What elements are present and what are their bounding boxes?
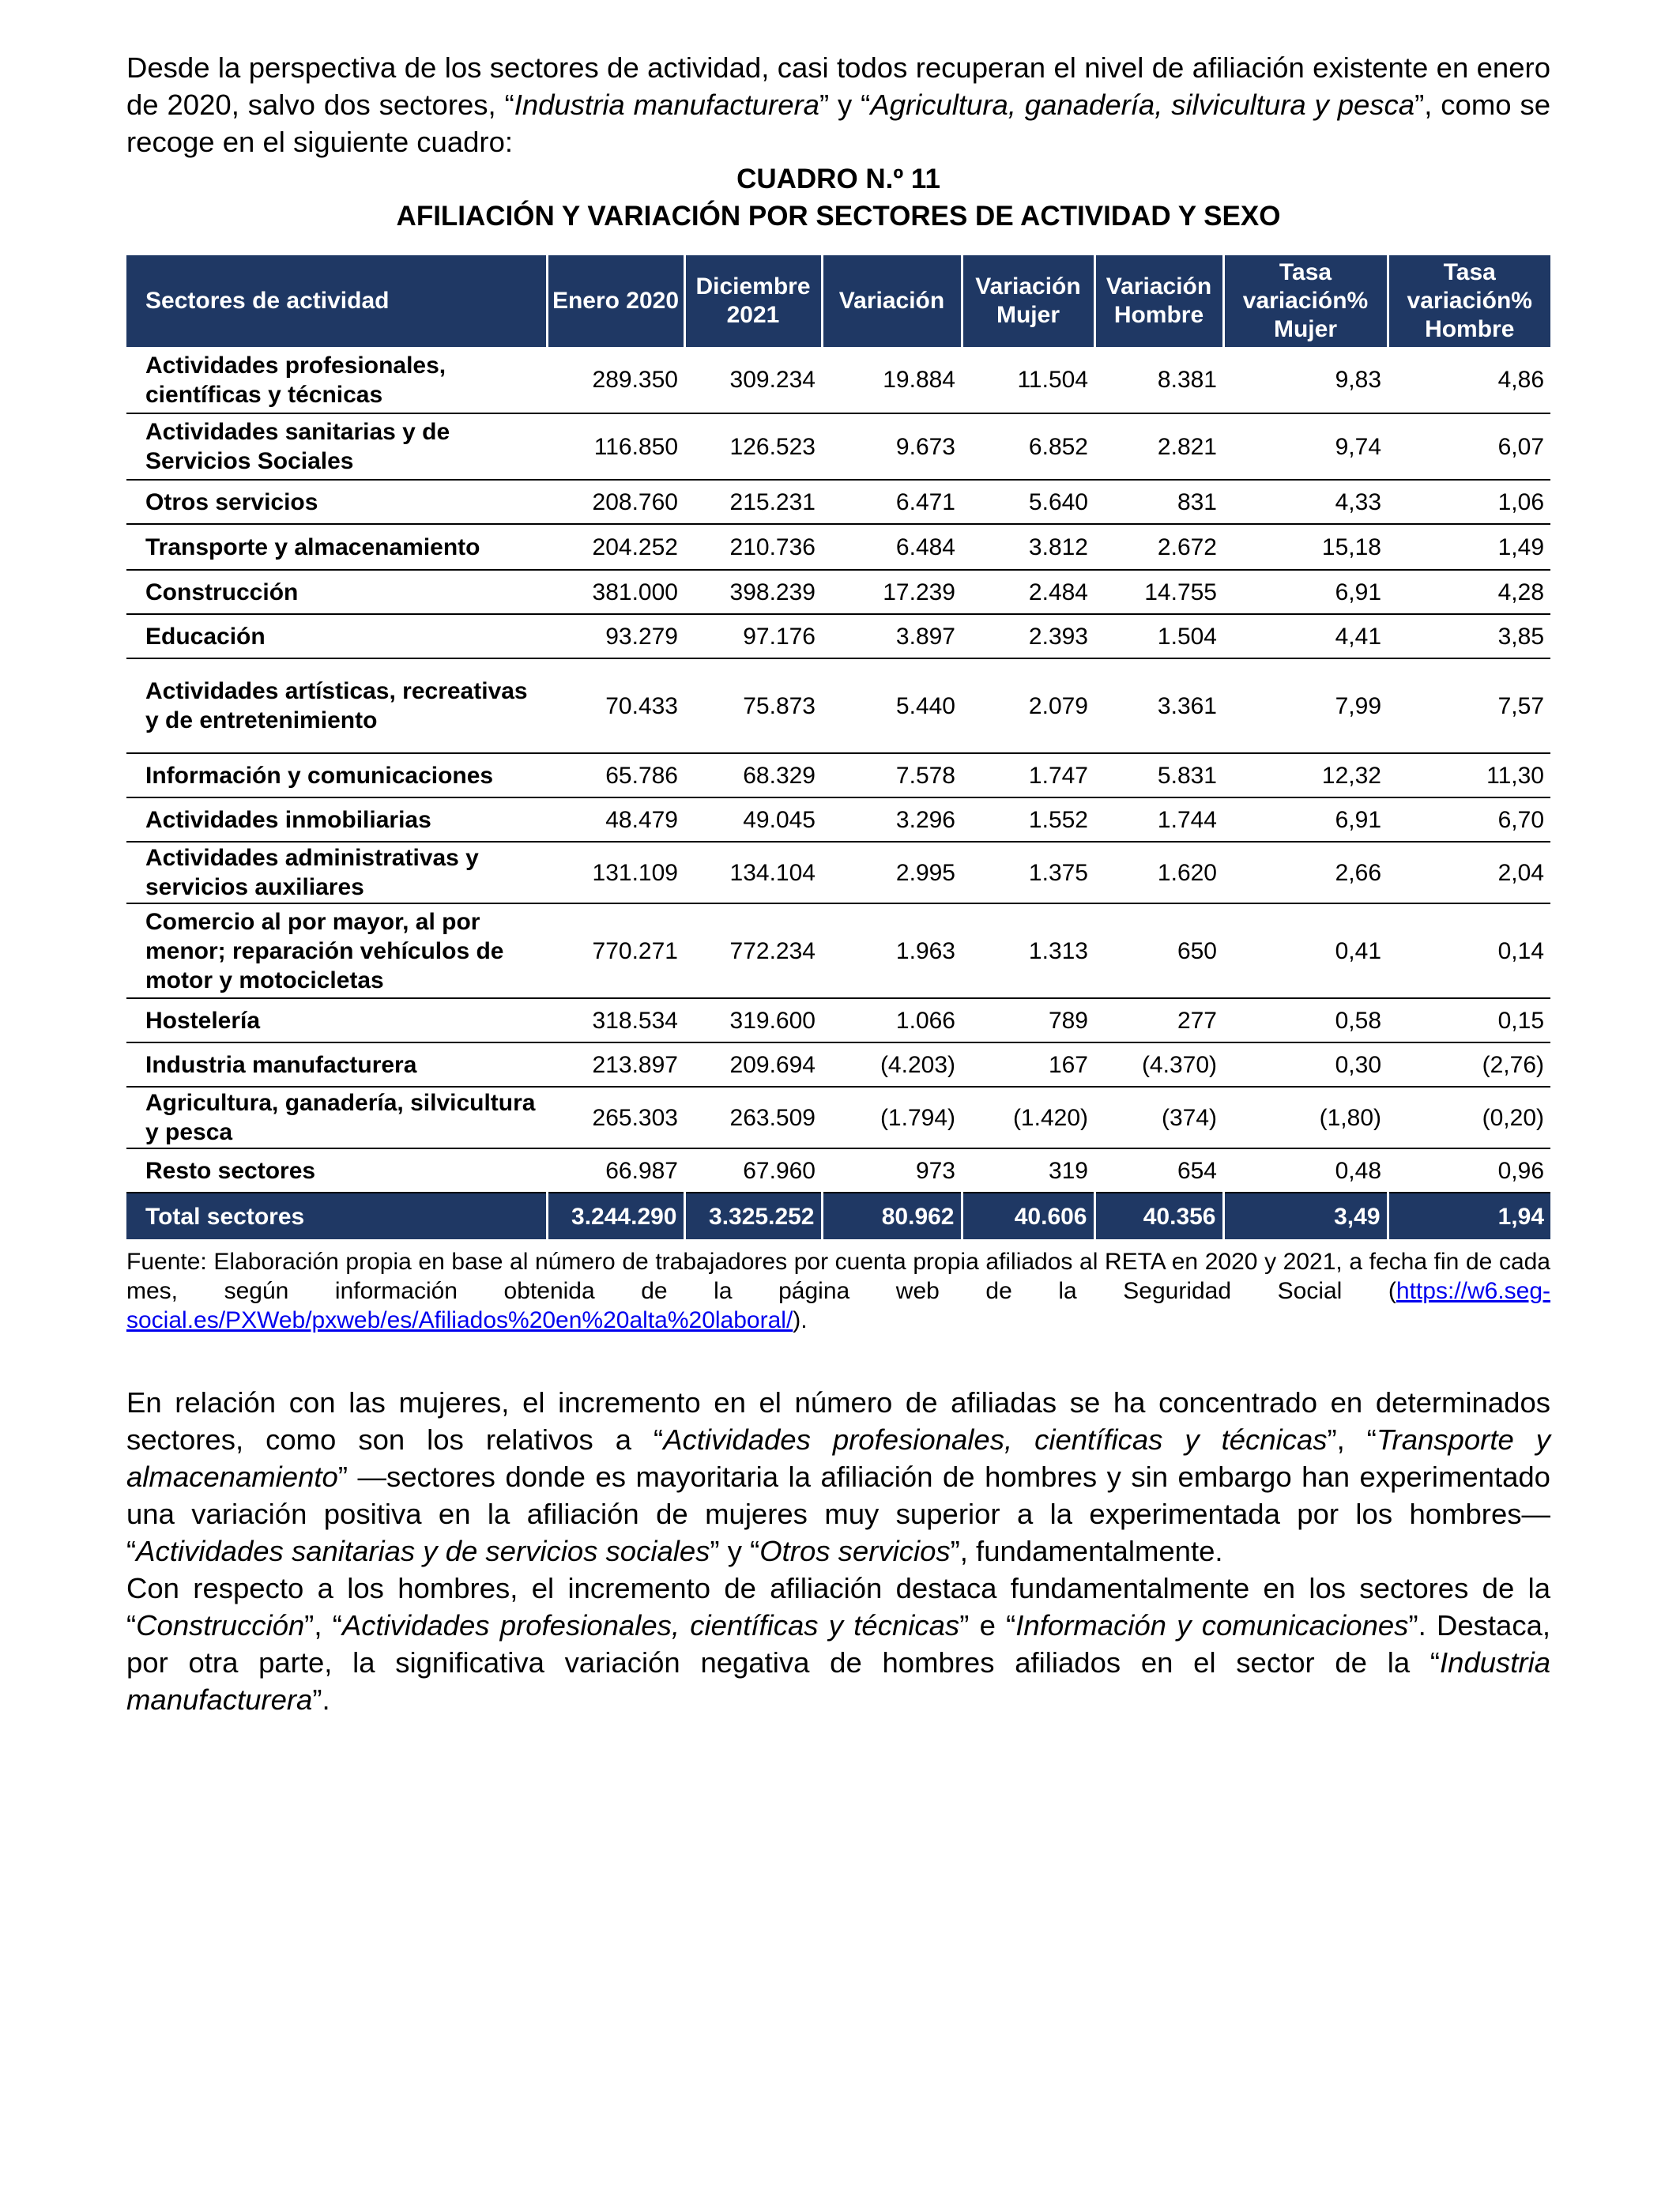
paragraph-women: En relación con las mujeres, el incremento en el número de afiliadas se ha concentrado en determinados sectores, como son los relativos a “Actividades profesionales, científicas y técnicas”, “Transporte y almacenamiento” —sectores donde es mayoritaria la afiliación de hombres y sin embargo han experimentado una variación positiva en la afiliación de mujeres muy superior a la experimentada por los hombres— “Actividades sanitarias y de servicios sociales” y “Otros servicios”, fundamentalmente. — [126, 1386, 1550, 1567]
table-cell: 0,58 — [1223, 998, 1388, 1042]
table-cell: 8.381 — [1094, 347, 1223, 413]
table-cell: 209.694 — [684, 1042, 822, 1087]
table-cell: 0,41 — [1223, 903, 1388, 998]
header-tasa-mujer: Tasa variación% Mujer — [1223, 255, 1388, 347]
table-row — [126, 753, 1550, 797]
total-row — [126, 1193, 1550, 1239]
table-cell: 7,57 — [1388, 658, 1550, 753]
table-cell: 126.523 — [684, 413, 822, 480]
table-cell: 14.755 — [1094, 570, 1223, 614]
table-cell: 4,86 — [1388, 347, 1550, 413]
sector-name: Actividades sanitarias y de Servicios Sociales — [126, 413, 547, 480]
table-cell: 2.821 — [1094, 413, 1223, 480]
sector-name: Hostelería — [126, 998, 547, 1042]
table-row — [126, 570, 1550, 614]
table-cell: 4,28 — [1388, 570, 1550, 614]
table-cell: 1.963 — [822, 903, 962, 998]
header-sector: Sectores de actividad — [126, 255, 547, 347]
table-cell: 70.433 — [547, 658, 684, 753]
intro-italic-1: Industria manufacturera — [514, 89, 819, 121]
table-row — [126, 480, 1550, 524]
table-cell: 4,33 — [1223, 480, 1388, 524]
table-cell: 19.884 — [822, 347, 962, 413]
table-cell: 1.504 — [1094, 614, 1223, 658]
table-cell: 11,30 — [1388, 753, 1550, 797]
table-cell: 5.640 — [962, 480, 1094, 524]
table-cell: 5.831 — [1094, 753, 1223, 797]
table-row — [126, 1042, 1550, 1087]
table-row — [126, 347, 1550, 413]
table-cell: 1,06 — [1388, 480, 1550, 524]
table-cell: 5.440 — [822, 658, 962, 753]
table-cell: 0,96 — [1388, 1148, 1550, 1193]
table-cell: 68.329 — [684, 753, 822, 797]
table-cell: 3,85 — [1388, 614, 1550, 658]
table-cell: 398.239 — [684, 570, 822, 614]
sector-name: Industria manufacturera — [126, 1042, 547, 1087]
table-row — [126, 1148, 1550, 1193]
table-cell: 263.509 — [684, 1087, 822, 1148]
header-diciembre-2021: Diciembre 2021 — [684, 255, 822, 347]
table-cell: 15,18 — [1223, 524, 1388, 570]
table-row — [126, 614, 1550, 658]
source-link[interactable]: https://w6.seg-social.es/PXWeb/pxweb/es/Afiliados%20en%20alta%20laboral/ — [126, 1278, 1550, 1333]
table-row — [126, 842, 1550, 903]
table-cell: 318.534 — [547, 998, 684, 1042]
affiliation-table — [126, 255, 1550, 1239]
sector-name: Transporte y almacenamiento — [126, 524, 547, 570]
table-cell: 208.760 — [547, 480, 684, 524]
table-cell: 2,66 — [1223, 842, 1388, 903]
table-row — [126, 998, 1550, 1042]
table-cell: 289.350 — [547, 347, 684, 413]
document-page — [126, 49, 1550, 1718]
total-label: Total sectores — [126, 1193, 547, 1239]
table-cell: 17.239 — [822, 570, 962, 614]
table-cell: 9,83 — [1223, 347, 1388, 413]
table-cell: 1.620 — [1094, 842, 1223, 903]
sector-name: Actividades administrativas y servicios auxiliares — [126, 842, 547, 903]
table-cell: 66.987 — [547, 1148, 684, 1193]
table-cell: 0,14 — [1388, 903, 1550, 998]
caption-number: CUADRO N.º 11 — [736, 164, 940, 194]
table-row — [126, 413, 1550, 480]
total-cell: 80.962 — [822, 1193, 962, 1239]
table-row — [126, 1087, 1550, 1148]
table-cell: 6,70 — [1388, 797, 1550, 842]
table-cell: 650 — [1094, 903, 1223, 998]
table-cell: 134.104 — [684, 842, 822, 903]
intro-paragraph: Desde la perspectiva de los sectores de actividad, casi todos recuperan el nivel de afiliación existente en enero de 2020, salvo dos sectores, “Industria manufacturera” y “Agricultura, ganadería, silvicultura y pesca”, como se recoge en el siguiente cuadro: — [126, 51, 1551, 158]
table-cell: 97.176 — [684, 614, 822, 658]
table-cell: (1,80) — [1223, 1087, 1388, 1148]
table-cell: 0,30 — [1223, 1042, 1388, 1087]
table-cell: 213.897 — [547, 1042, 684, 1087]
sector-name: Información y comunicaciones — [126, 753, 547, 797]
table-cell: 1,49 — [1388, 524, 1550, 570]
intro-italic-2: Agricultura, ganadería, silvicultura y pesca — [870, 89, 1415, 121]
table-header-row — [126, 255, 1550, 347]
table-row — [126, 797, 1550, 842]
header-variacion-mujer: Variación Mujer — [962, 255, 1094, 347]
table-cell: 2.484 — [962, 570, 1094, 614]
table-cell: 215.231 — [684, 480, 822, 524]
table-caption — [126, 160, 1550, 235]
table-cell: 204.252 — [547, 524, 684, 570]
table-cell: 116.850 — [547, 413, 684, 480]
table-cell: 1.744 — [1094, 797, 1223, 842]
total-cell: 3.325.252 — [684, 1193, 822, 1239]
table-cell: (2,76) — [1388, 1042, 1550, 1087]
table-cell: 973 — [822, 1148, 962, 1193]
table-cell: 4,41 — [1223, 614, 1388, 658]
table-cell: 2,04 — [1388, 842, 1550, 903]
total-cell: 1,94 — [1388, 1193, 1550, 1239]
table-cell: 2.995 — [822, 842, 962, 903]
table-cell: 6.484 — [822, 524, 962, 570]
header-variacion-hombre: Variación Hombre — [1094, 255, 1223, 347]
table-cell: 381.000 — [547, 570, 684, 614]
table-cell: 0,48 — [1223, 1148, 1388, 1193]
table-cell: 3.897 — [822, 614, 962, 658]
table-cell: 3.296 — [822, 797, 962, 842]
table-cell: 319.600 — [684, 998, 822, 1042]
table-cell: 49.045 — [684, 797, 822, 842]
table-cell: 65.786 — [547, 753, 684, 797]
total-cell: 3.244.290 — [547, 1193, 684, 1239]
sector-name: Educación — [126, 614, 547, 658]
sector-name: Agricultura, ganadería, silvicultura y pesca — [126, 1087, 547, 1148]
table-cell: 654 — [1094, 1148, 1223, 1193]
table-cell: 789 — [962, 998, 1094, 1042]
table-cell: 75.873 — [684, 658, 822, 753]
table-cell: 210.736 — [684, 524, 822, 570]
table-cell: 12,32 — [1223, 753, 1388, 797]
table-cell: 1.747 — [962, 753, 1094, 797]
table-cell: 131.109 — [547, 842, 684, 903]
table-cell: 265.303 — [547, 1087, 684, 1148]
source-note: Fuente: Elaboración propia en base al número de trabajadores por cuenta propia afiliados al RETA en 2020 y 2021, a fecha fin de cada mes, según información obtenida de la página web de la Seguridad Social (https://w6.seg-social.es/PXWeb/pxweb/es/Afiliados%20en%20alta%20laboral/). — [126, 1249, 1550, 1333]
table-cell: (4.203) — [822, 1042, 962, 1087]
table-cell: 7,99 — [1223, 658, 1388, 753]
table-cell: 11.504 — [962, 347, 1094, 413]
table-cell: (374) — [1094, 1087, 1223, 1148]
table-cell: 6.852 — [962, 413, 1094, 480]
table-cell: 772.234 — [684, 903, 822, 998]
table-cell: 770.271 — [547, 903, 684, 998]
total-cell: 40.606 — [962, 1193, 1094, 1239]
table-cell: 0,15 — [1388, 998, 1550, 1042]
table-cell: 2.672 — [1094, 524, 1223, 570]
table-cell: 6.471 — [822, 480, 962, 524]
sector-name: Actividades artísticas, recreativas y de entretenimiento — [126, 658, 547, 753]
table-cell: 1.375 — [962, 842, 1094, 903]
header-enero-2020: Enero 2020 — [547, 255, 684, 347]
table-cell: (4.370) — [1094, 1042, 1223, 1087]
table-cell: 9,74 — [1223, 413, 1388, 480]
table-cell: 6,91 — [1223, 570, 1388, 614]
sector-name: Resto sectores — [126, 1148, 547, 1193]
sector-name: Actividades inmobiliarias — [126, 797, 547, 842]
table-row — [126, 524, 1550, 570]
table-cell: 6,07 — [1388, 413, 1550, 480]
sector-name: Construcción — [126, 570, 547, 614]
table-cell: 3.361 — [1094, 658, 1223, 753]
caption-title: AFILIACIÓN Y VARIACIÓN POR SECTORES DE ACTIVIDAD Y SEXO — [396, 201, 1281, 232]
table-cell: (0,20) — [1388, 1087, 1550, 1148]
paragraph-men: Con respecto a los hombres, el incremento de afiliación destaca fundamentalmente en los sectores de la “Construcción”, “Actividades profesionales, científicas y técnicas” e “Información y comunicaciones”. Destaca, por otra parte, la significativa variación negativa de hombres afiliados en el sector de la “Industria manufacturera”. — [126, 1572, 1551, 1716]
table-cell: 9.673 — [822, 413, 962, 480]
table-cell: 48.479 — [547, 797, 684, 842]
table-cell: 67.960 — [684, 1148, 822, 1193]
table-cell: 831 — [1094, 480, 1223, 524]
table-cell: 93.279 — [547, 614, 684, 658]
table-cell: 6,91 — [1223, 797, 1388, 842]
table-cell: 1.552 — [962, 797, 1094, 842]
table-cell: 1.313 — [962, 903, 1094, 998]
table-row — [126, 903, 1550, 998]
table-row — [126, 658, 1550, 753]
header-variacion: Variación — [822, 255, 962, 347]
total-cell: 40.356 — [1094, 1193, 1223, 1239]
table-cell: (1.794) — [822, 1087, 962, 1148]
sector-name: Otros servicios — [126, 480, 547, 524]
table-cell: (1.420) — [962, 1087, 1094, 1148]
table-cell: 2.393 — [962, 614, 1094, 658]
sector-name: Comercio al por mayor, al por menor; reparación vehículos de motor y motocicletas — [126, 903, 547, 998]
table-cell: 277 — [1094, 998, 1223, 1042]
table-cell: 1.066 — [822, 998, 962, 1042]
total-cell: 3,49 — [1223, 1193, 1388, 1239]
sector-name: Actividades profesionales, científicas y técnicas — [126, 347, 547, 413]
table-cell: 319 — [962, 1148, 1094, 1193]
table-cell: 3.812 — [962, 524, 1094, 570]
header-tasa-hombre: Tasa variación% Hombre — [1388, 255, 1550, 347]
table-cell: 167 — [962, 1042, 1094, 1087]
table-cell: 7.578 — [822, 753, 962, 797]
table-cell: 2.079 — [962, 658, 1094, 753]
table-cell: 309.234 — [684, 347, 822, 413]
